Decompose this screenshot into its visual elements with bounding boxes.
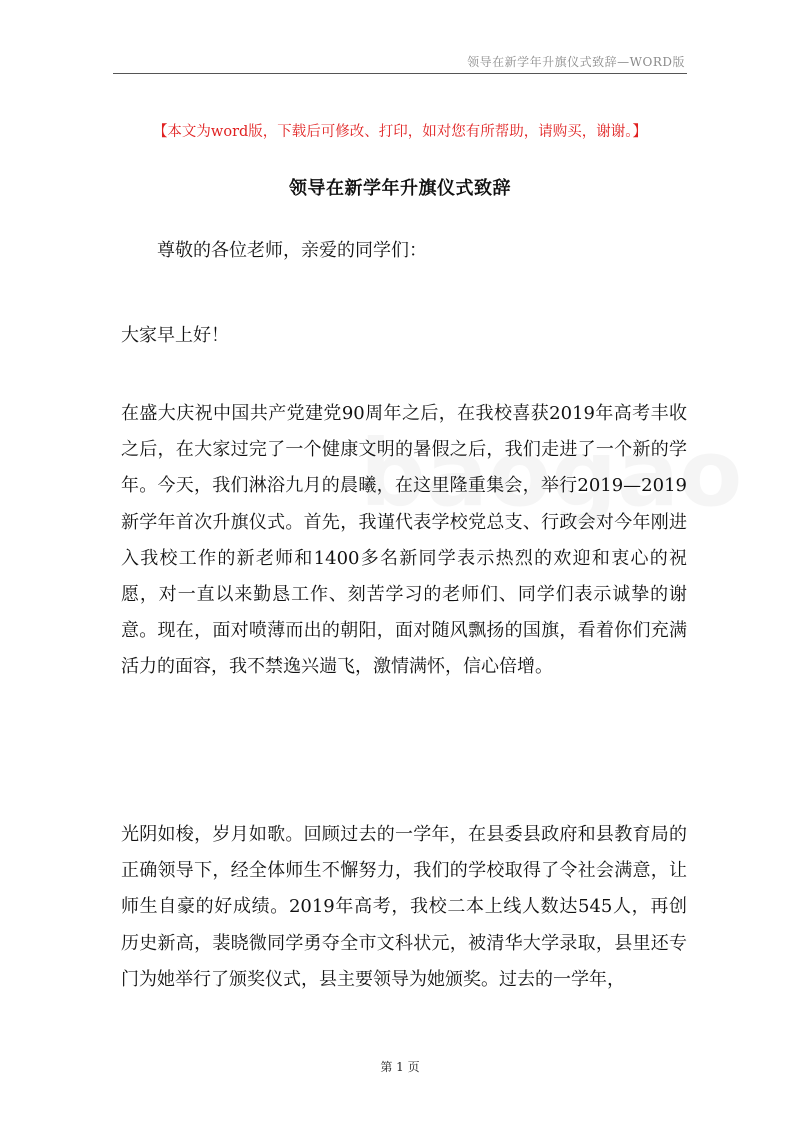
page-number: 第 1 页 [380,1060,420,1074]
salutation: 尊敬的各位老师，亲爱的同学们： [157,240,427,261]
document-title: 领导在新学年升旗仪式致辞 [289,178,511,199]
body-paragraph: 光阴如梭，岁月如歌。回顾过去的一学年，在县委县政府和县教育局的正确领导下，经全体师生不懈努力，我们的学校取得了令社会满意，让师生自豪的好成绩。2019年高考，我校二本上线人数达545人，再创历史新高，裴晓微同学勇夺全市文科状元，被清华大学录取，县里还专门为她举行了颁奖仪式，县主要领导为她颁奖。过去的一学年， [121,824,687,990]
running-header: 领导在新学年升旗仪式致辞—WORD版 [467,55,685,69]
body-paragraph: 在盛大庆祝中国共产党建党90周年之后，在我校喜获2019年高考丰收之后，在大家过完了一个健康文明的暑假之后，我们走进了一个新的学年。今天，我们淋浴九月的晨曦，在这里隆重集会，举行2019—2019新学年首次升旗仪式。首先，我谨代表学校党总支、行政会对今年刚进入我校工作的新老师和1400多名新同学表示热烈的欢迎和衷心的祝愿，对一直以来勤恳工作、刻苦学习的老师们、同学们表示诚挚的谢意。现在，面对喷薄而出的朝阳，面对随风飘扬的国旗，看着你们充满活力的面容，我不禁逸兴遄飞，激情满怀，信心倍增。 [121,403,687,678]
download-notice: 【本文为word版，下载后可修改、打印，如对您有所帮助，请购买，谢谢。】 [152,124,648,140]
greeting: 大家早上好！ [121,325,229,346]
header-divider [113,73,687,74]
